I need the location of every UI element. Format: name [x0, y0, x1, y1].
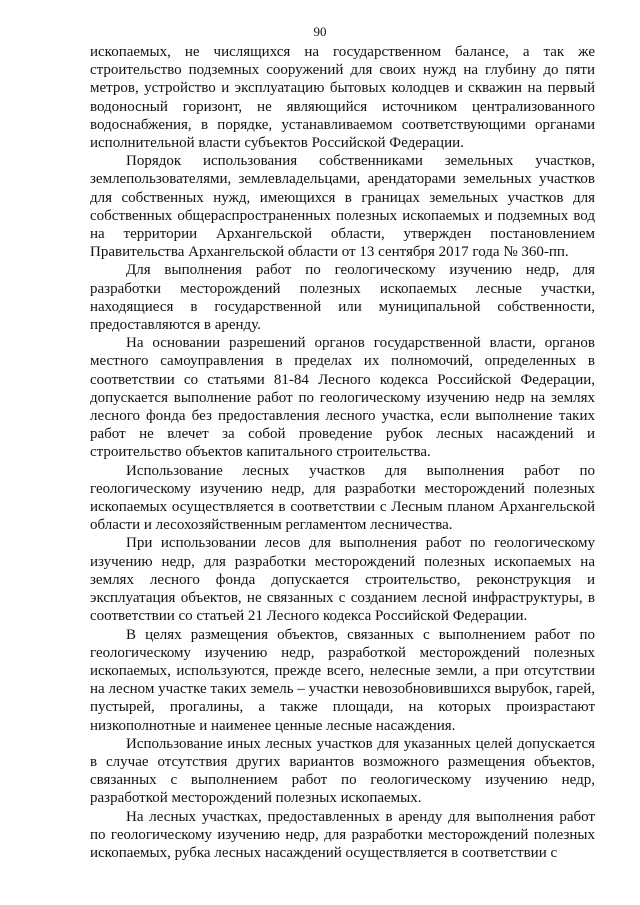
paragraph: В целях размещения объектов, связанных с выполнением работ по геологическому изучению недр, разработкой месторождений полезных ископаемых, используются, прежде всего, нелесные земли, а при отсутствии на лесном участке таких земель – участки невозобновившихся вырубок, гарей, пустырей, прогалины, а также площади, на которых произрастают низкополнотные и наименее ценные лесные насаждения. [90, 626, 595, 734]
document-body [90, 43, 595, 862]
paragraph: Использование лесных участков для выполнения работ по геологическому изучению недр, для разработки месторождений полезных ископаемых осуществляется в соответствии с Лесным планом Архангельской области и лесохозяйственным регламентом лесничества. [90, 462, 595, 534]
paragraph: Для выполнения работ по геологическому изучению недр, для разработки месторождений полезных ископаемых лесные участки, находящиеся в государственной или муниципальной собственности, предоставляются в аренду. [90, 262, 595, 334]
paragraph: На лесных участках, предоставленных в аренду для выполнения работ по геологическому изучению недр, для разработки месторождений полезных ископаемых, рубка лесных насаждений осуществляется в соответствии с [90, 808, 595, 861]
paragraph: При использовании лесов для выполнения работ по геологическому изучению недр, для разработки месторождений полезных ископаемых на землях лесного фонда допускается строительство, реконструкция и эксплуатация объектов, не связанных с созданием лесной инфраструктуры, в соответствии со статьей 21 Лесного кодекса Российской Федерации. [90, 535, 595, 625]
paragraph: Порядок использования собственниками земельных участков, землепользователями, землевладельцами, арендаторами земельных участков для собственных нужд, имеющихся в границах земельных участков для собственных общераспространенных полезных ископаемых и подземных вод на территории Архангельской области, утвержден постановлением Правительства Архангельской области от 13 сентября 2017 года № 360-пп. [90, 153, 595, 261]
paragraph-continued: ископаемых, не числящихся на государственном балансе, а так же строительство подземных сооружений для своих нужд на глубину до пяти метров, устройство и эксплуатацию бытовых колодцев и скважин на первый водоносный горизонт, не являющийся источником централизованного водоснабжения, в порядке, устанавливаемом соответствующими органами исполнительной власти субъектов Российской Федерации. [90, 44, 595, 152]
paragraph: На основании разрешений органов государственной власти, органов местного самоуправления в пределах их полномочий, определенных в соответствии со статьями 81-84 Лесного кодекса Российской Федерации, допускается выполнение работ по геологическому изучению недр на землях лесного фонда без предоставления лесного участка, если выполнение таких работ не влечет за собой проведение рубок лесных насаждений и строительство объектов капитального строительства. [90, 335, 595, 461]
paragraph: Использование иных лесных участков для указанных целей допускается в случае отсутствия других вариантов возможного размещения объектов, связанных с выполнением работ по геологическому изучению недр, разработкой месторождений полезных ископаемых. [90, 735, 595, 807]
page-number: 90 [313, 24, 327, 39]
